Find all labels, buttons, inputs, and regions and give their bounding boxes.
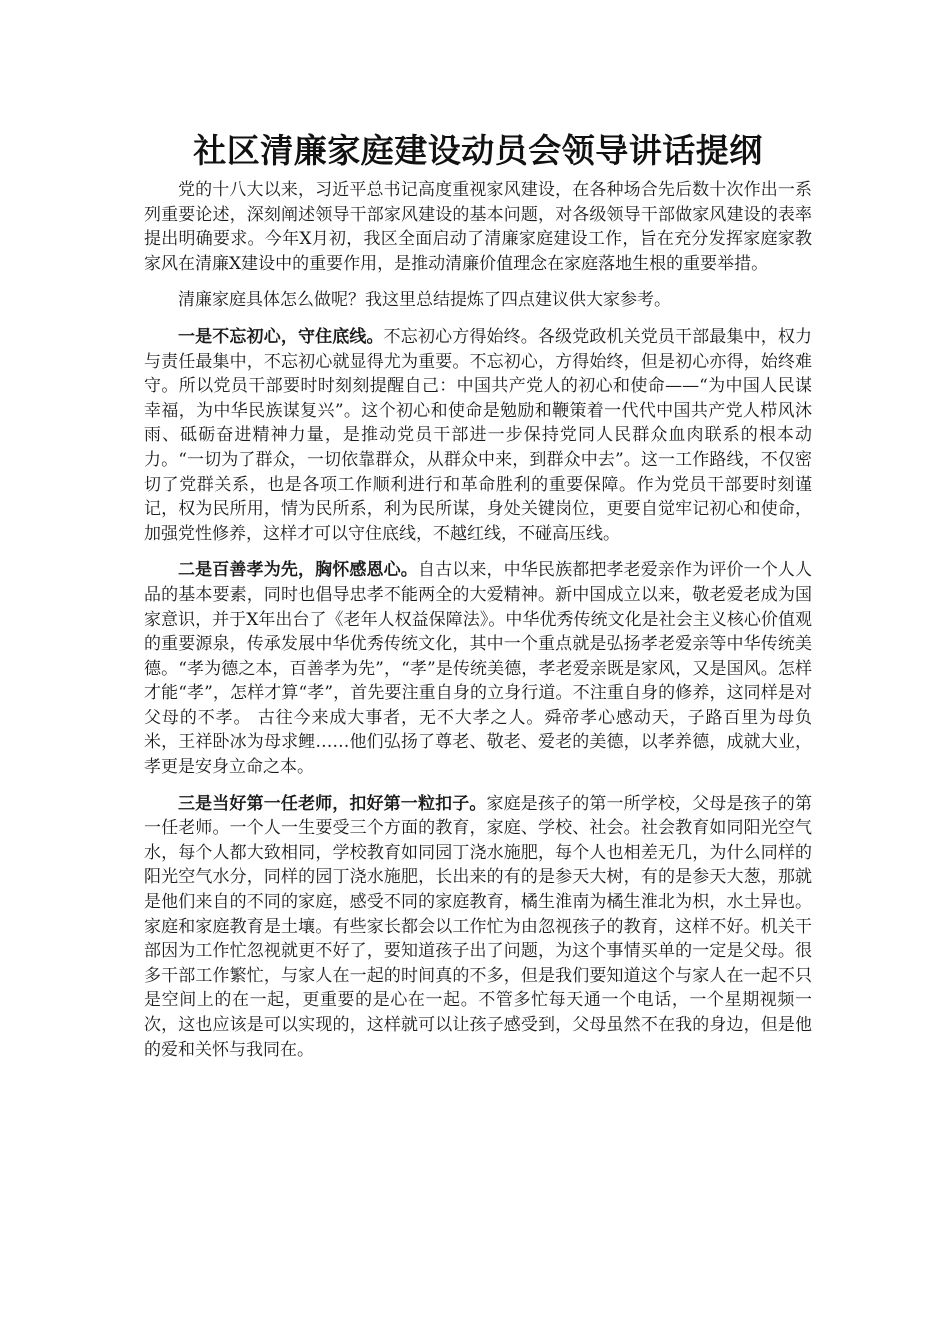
point-heading: 一是不忘初心，守住底线。 <box>178 326 384 347</box>
paragraph-point-1 <box>144 325 812 546</box>
paragraph-intro <box>144 178 812 276</box>
point-heading: 三是当好第一任老师，扣好第一粒扣子。 <box>178 793 487 814</box>
paragraph-text: 清廉家庭具体怎么做呢？我这里总结提炼了四点建议供大家参考。 <box>178 290 671 311</box>
paragraph-text: 党的十八大以来，习近平总书记高度重视家风建设，在各种场合先后数十次作出一系列重要论述，深刻阐述领导干部家风建设的基本问题，对各级领导干部做家风建设的表率提出明确要求。今年X月初，我区全面启动了清廉家庭建设工作，旨在充分发挥家庭家教家风在清廉X建设中的重要作用，是推动清廉价值理念在家庭落地生根的重要举措。 <box>144 180 812 274</box>
paragraph-point-2 <box>144 558 812 779</box>
paragraph-text: 自古以来，中华民族都把孝老爱亲作为评价一个人人品的基本要素，同时也倡导忠孝不能两全的大爱精神。新中国成立以来，敬老爱老成为国家意识，并于X年出台了《老年人权益保障法》。中华优秀传统文化是社会主义核心价值观的重要源泉，传承发展中华优秀传统文化，其中一个重点就是弘扬孝老爱亲等中华传统美德。“孝为德之本，百善孝为先”，“孝”是传统美德，孝老爱亲既是家风，又是国风。怎样才能“孝”，怎样才算“孝”，首先要注重自身的立身行道。不注重自身的修养，这同样是对父母的不孝。 古往今来成大事者，无不大孝之人。舜帝孝心感动天，子路百里为母负米，王祥卧冰为母求鲤……他们弘扬了尊老、敬老、爱老的美德，以孝养德，成就大业，孝更是安身立命之本。 <box>144 560 813 778</box>
paragraph-point-3 <box>144 792 812 1063</box>
paragraph-text: 不忘初心方得始终。各级党政机关党员干部最集中，权力与责任最集中，不忘初心就显得尤为重要。不忘初心，方得始终，但是初心亦得，始终难守。所以党员干部要时时刻刻提醒自己：中国共产党人的初心和使命——“为中国人民谋幸福，为中华民族谋复兴”。这个初心和使命是勉励和鞭策着一代代中国共产党人栉风沐雨、砥砺奋进精神力量，是推动党员干部进一步保持党同人民群众血肉联系的根本动力。“一切为了群众，一切依靠群众，从群众中来，到群众中去”。这一工作路线，不仅密切了党群关系，也是各项工作顺利进行和革命胜利的重要保障。作为党员干部要时刻谨记，权为民所用，情为民所系，利为民所谋，身处关键岗位，更要自觉牢记初心和使命，加强党性修养，这样才可以守住底线，不越红线，不碰高压线。 <box>144 326 813 544</box>
document-title: 社区清廉家庭建设动员会领导讲话提纲 <box>193 131 763 170</box>
paragraph-text: 家庭是孩子的第一所学校，父母是孩子的第一任老师。一个人一生要受三个方面的教育，家庭、学校、社会。社会教育如同阳光空气水，每个人都大致相同，学校教育如同园丁浇水施肥，每个人也相差无几，为什么同样的阳光空气水分，同样的园丁浇水施肥，长出来的有的是参天大树，有的是参天大葱，那就是他们来自的不同的家庭，感受不同的家庭教育，橘生淮南为橘生淮北为枳，水土异也。家庭和家庭教育是土壤。有些家长都会以工作忙为由忽视孩子的教育，这样不好。机关干部因为工作忙忽视就更不好了，要知道孩子出了问题，为这个事情买单的一定是父母。很多干部工作繁忙，与家人在一起的时间真的不多，但是我们要知道这个与家人在一起不只是空间上的在一起，更重要的是心在一起。不管多忙每天通一个电话，一个星期视频一次，这也应该是可以实现的，这样就可以让孩子感受到，父母虽然不在我的身边，但是他的爱和关怀与我同在。 <box>144 793 812 1060</box>
point-heading: 二是百善孝为先，胸怀感恩心。 <box>178 560 418 581</box>
document-page <box>144 128 812 1074</box>
paragraph-overview <box>144 288 812 313</box>
